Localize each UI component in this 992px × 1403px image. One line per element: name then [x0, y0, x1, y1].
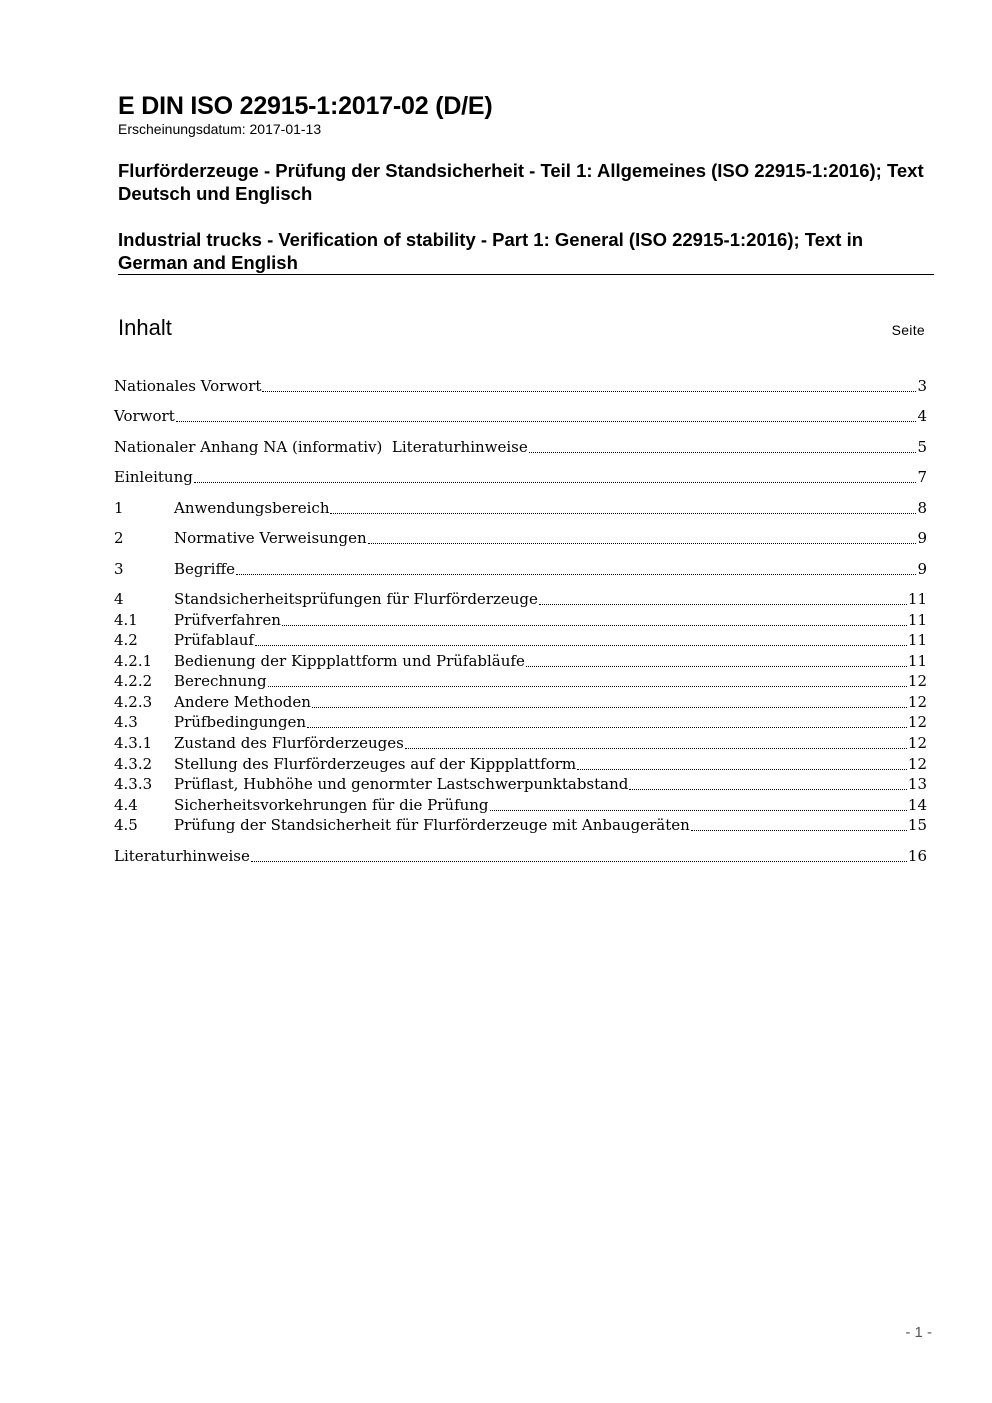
toc-entry[interactable] — [114, 559, 927, 580]
toc-entry-number: 4.3.2 — [114, 755, 153, 773]
toc-entry-label: Einleitung — [114, 468, 193, 486]
toc-entry-page: 11 — [907, 611, 927, 629]
toc-entry[interactable] — [114, 846, 927, 867]
toc-entry[interactable] — [114, 754, 927, 775]
toc-entry-number: 4.3.3 — [114, 775, 153, 793]
toc-entry-page: 12 — [907, 672, 927, 690]
toc-entry-label: Prüfverfahren — [174, 611, 281, 629]
toc-entry-number: 4.1 — [114, 611, 138, 629]
toc-entry[interactable] — [114, 376, 927, 397]
toc-entry-page: 12 — [907, 693, 927, 711]
toc-leader — [529, 452, 917, 453]
toc-entry[interactable] — [114, 467, 927, 488]
toc-leader — [251, 861, 907, 862]
toc-entry-label: Bedienung der Kippplattform und Prüfabläufe — [174, 652, 525, 670]
toc-leader — [330, 513, 916, 514]
toc-entry-page: 11 — [907, 631, 927, 649]
toc-leader — [282, 625, 907, 626]
toc-entry-number: 1 — [114, 499, 124, 517]
toc-entry-number: 4.3 — [114, 713, 138, 731]
toc-entry-page: 9 — [917, 529, 927, 547]
toc-entry[interactable] — [114, 437, 927, 458]
toc-entry-label: Anwendungsbereich — [174, 499, 330, 517]
toc-leader — [526, 666, 907, 667]
toc-entry-page: 7 — [917, 468, 927, 486]
toc-entry-number: 4.3.1 — [114, 734, 153, 752]
toc-entry[interactable] — [114, 712, 927, 733]
toc-leader — [629, 789, 907, 790]
toc-leader — [691, 830, 907, 831]
publication-date: Erscheinungsdatum: 2017-01-13 — [118, 121, 322, 137]
document-title: E DIN ISO 22915-1:2017-02 (D/E) — [118, 92, 493, 120]
page-number: - 1 - — [905, 1324, 932, 1341]
toc-entry[interactable] — [114, 630, 927, 651]
toc-entry[interactable] — [114, 651, 927, 672]
toc-entry[interactable] — [114, 589, 927, 610]
toc-leader — [236, 574, 916, 575]
toc-leader — [255, 645, 907, 646]
toc-entry[interactable] — [114, 528, 927, 549]
toc-entry-label: Prüfung der Standsicherheit für Flurförderzeuge mit Anbaugeräten — [174, 816, 690, 834]
toc-entry-label: Prüflast, Hubhöhe und genormter Lastschwerpunktabstand — [174, 775, 629, 793]
toc-entry-page: 12 — [907, 755, 927, 773]
toc-entry-number: 4.2 — [114, 631, 138, 649]
toc-entry-number: 4.4 — [114, 796, 138, 814]
toc-entry[interactable] — [114, 795, 927, 816]
contents-heading: Inhalt — [118, 315, 172, 340]
toc-entry-page: 3 — [917, 377, 927, 395]
title-english: Industrial trucks - Verification of stability - Part 1: General (ISO 22915-1:2016); Text in German and English — [118, 229, 864, 273]
toc-entry-label: Zustand des Flurförderzeuges — [174, 734, 404, 752]
toc-leader — [539, 604, 907, 605]
toc-entry[interactable] — [114, 610, 927, 631]
toc-leader — [577, 769, 907, 770]
toc-leader — [268, 686, 907, 687]
toc-leader — [312, 707, 907, 708]
toc-entry-page: 4 — [917, 407, 927, 425]
toc-entry-number: 4.5 — [114, 816, 138, 834]
toc-entry-page: 14 — [907, 796, 927, 814]
toc-entry-page: 13 — [907, 775, 927, 793]
toc-entry-label: Andere Methoden — [174, 693, 311, 711]
toc-entry-label: Sicherheitsvorkehrungen für die Prüfung — [174, 796, 489, 814]
toc-entry-label: Prüfbedingungen — [174, 713, 307, 731]
toc-entry-number: 4 — [114, 590, 124, 608]
toc-entry[interactable] — [114, 498, 927, 519]
toc-entry-number: 2 — [114, 529, 124, 547]
toc-entry[interactable] — [114, 815, 927, 836]
toc-leader — [405, 748, 907, 749]
toc-leader — [262, 391, 916, 392]
toc-entry-label: Berechnung — [174, 672, 267, 690]
title-german: Flurförderzeuge - Prüfung der Standsicherheit - Teil 1: Allgemeines (ISO 22915-1:2016); Text Deutsch und Englisch — [118, 160, 924, 204]
toc-entry-page: 15 — [907, 816, 927, 834]
toc-leader — [176, 421, 917, 422]
toc-entry-page: 12 — [907, 713, 927, 731]
toc-entry[interactable] — [114, 692, 927, 713]
toc-entry-number: 4.2.3 — [114, 693, 153, 711]
toc-leader — [307, 727, 907, 728]
toc-entry-number: 4.2.1 — [114, 652, 153, 670]
toc-entry[interactable] — [114, 406, 927, 427]
toc-entry-label: Prüfablauf — [174, 631, 254, 649]
toc-entry-page: 12 — [907, 734, 927, 752]
toc-entry-label: Stellung des Flurförderzeuges auf der Kippplattform — [174, 755, 577, 773]
toc-entry-label: Nationaler Anhang NA (informativ) Literaturhinweise — [114, 438, 528, 456]
toc-leader — [194, 482, 917, 483]
toc-entry-number: 3 — [114, 560, 124, 578]
toc-entry-number: 4.2.2 — [114, 672, 153, 690]
toc-entry[interactable] — [114, 733, 927, 754]
toc-entry-label: Normative Verweisungen — [174, 529, 367, 547]
toc-leader — [368, 543, 917, 544]
toc-entry[interactable] — [114, 671, 927, 692]
toc-entry-label: Nationales Vorwort — [114, 377, 262, 395]
toc-entry[interactable] — [114, 774, 927, 795]
toc-entry-page: 5 — [917, 438, 927, 456]
toc-entry-label: Begriffe — [174, 560, 236, 578]
toc-entry-page: 8 — [917, 499, 927, 517]
toc-entry-page: 11 — [907, 652, 927, 670]
toc-entry-label: Vorwort — [114, 407, 175, 425]
toc-entry-page: 11 — [907, 590, 927, 608]
toc-leader — [490, 810, 907, 811]
toc-entry-label: Standsicherheitsprüfungen für Flurförderzeuge — [174, 590, 538, 608]
title-divider — [118, 274, 934, 275]
toc-entry-label: Literaturhinweise — [114, 847, 250, 865]
toc-entry-page: 9 — [917, 560, 927, 578]
toc-entry-page: 16 — [907, 847, 927, 865]
page-column-label: Seite — [891, 322, 925, 338]
